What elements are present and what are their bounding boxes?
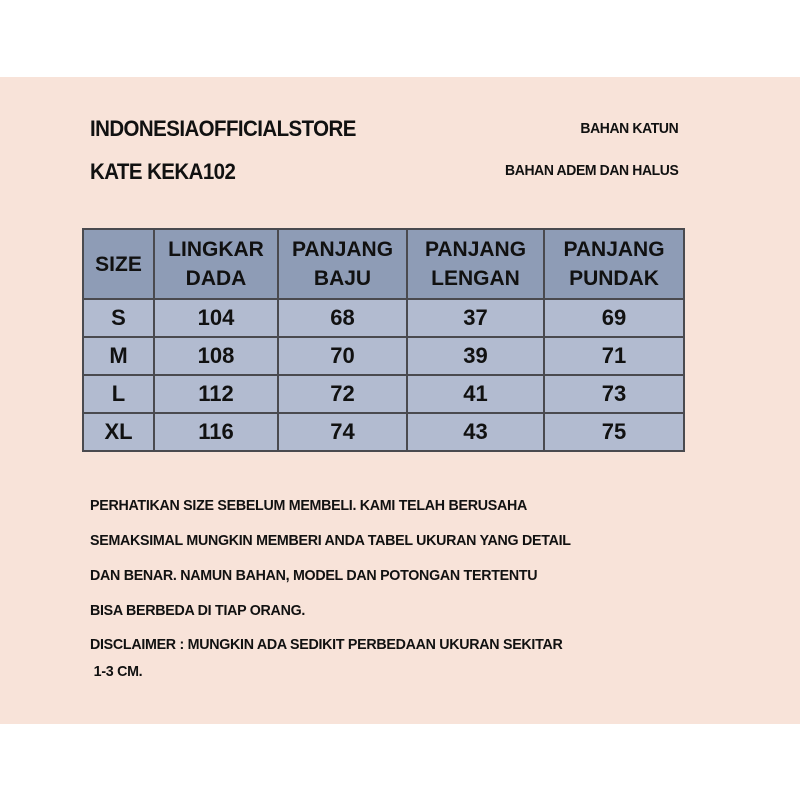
size-cell: M bbox=[83, 337, 154, 375]
table-row bbox=[83, 375, 684, 413]
table-header-row bbox=[83, 229, 684, 299]
chest-cell: 104 bbox=[154, 299, 278, 337]
sleeve-cell: 41 bbox=[407, 375, 544, 413]
size-cell: S bbox=[83, 299, 154, 337]
note-line: SEMAKSIMAL MUNGKIN MEMBERI ANDA TABEL UKURAN YANG DETAIL bbox=[90, 532, 571, 549]
note-line: BISA BERBEDA DI TIAP ORANG. bbox=[90, 602, 306, 619]
shoulder-cell: 75 bbox=[544, 413, 684, 451]
chest-cell: 112 bbox=[154, 375, 278, 413]
chest-cell: 116 bbox=[154, 413, 278, 451]
material-label: BAHAN KATUN bbox=[580, 120, 678, 137]
shoulder-cell: 73 bbox=[544, 375, 684, 413]
header-panjang-baju: PANJANG BAJU bbox=[278, 229, 407, 299]
header-size: SIZE bbox=[83, 229, 154, 299]
disclaimer-line: DISCLAIMER : MUNGKIN ADA SEDIKIT PERBEDAAN UKURAN SEKITAR bbox=[90, 636, 563, 653]
header-panjang-lengan: PANJANG LENGAN bbox=[407, 229, 544, 299]
table-row bbox=[83, 299, 684, 337]
store-name: INDONESIAOFFICIALSTORE bbox=[90, 116, 356, 141]
size-table bbox=[82, 228, 685, 452]
chest-cell: 108 bbox=[154, 337, 278, 375]
length-cell: 72 bbox=[278, 375, 407, 413]
size-cell: L bbox=[83, 375, 154, 413]
length-cell: 68 bbox=[278, 299, 407, 337]
sleeve-cell: 43 bbox=[407, 413, 544, 451]
length-cell: 70 bbox=[278, 337, 407, 375]
header-lingkar-dada: LINGKAR DADA bbox=[154, 229, 278, 299]
header-panjang-pundak: PANJANG PUNDAK bbox=[544, 229, 684, 299]
table-row bbox=[83, 337, 684, 375]
shoulder-cell: 71 bbox=[544, 337, 684, 375]
note-line: DAN BENAR. NAMUN BAHAN, MODEL DAN POTONGAN TERTENTU bbox=[90, 567, 538, 584]
length-cell: 74 bbox=[278, 413, 407, 451]
sleeve-cell: 39 bbox=[407, 337, 544, 375]
disclaimer-line: 1-3 CM. bbox=[90, 663, 143, 680]
note-line: PERHATIKAN SIZE SEBELUM MEMBELI. KAMI TELAH BERUSAHA bbox=[90, 497, 527, 514]
table-row bbox=[83, 413, 684, 451]
product-code: KATE KEKA102 bbox=[90, 159, 236, 184]
shoulder-cell: 69 bbox=[544, 299, 684, 337]
sleeve-cell: 37 bbox=[407, 299, 544, 337]
size-cell: XL bbox=[83, 413, 154, 451]
material-description: BAHAN ADEM DAN HALUS bbox=[504, 162, 678, 179]
size-notes bbox=[90, 497, 730, 690]
